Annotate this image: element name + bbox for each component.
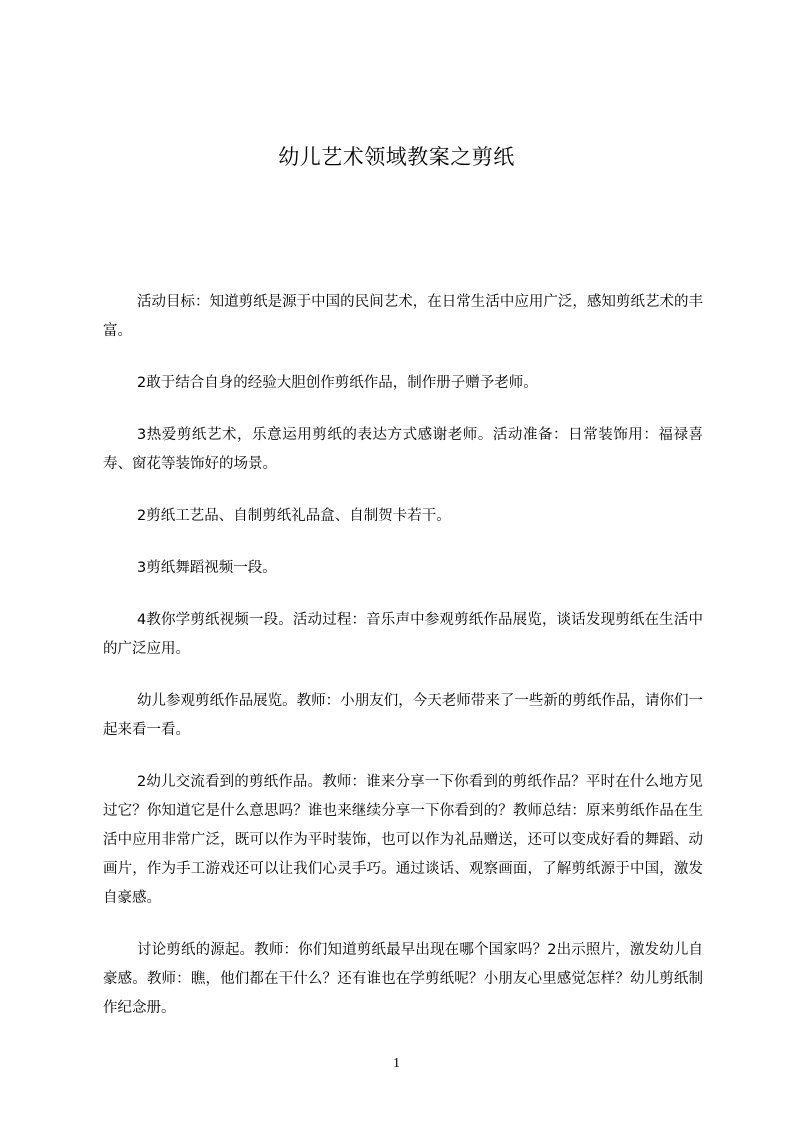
paragraph-prep-3: 3剪纸舞蹈视频一段。: [137, 560, 277, 576]
document-body: [103, 288, 703, 1046]
paragraph-prep-4: 4教你学剪纸视频一段。活动过程：音乐声中参观剪纸作品展览，谈话发现剪纸在生活中的广泛应用。: [103, 612, 703, 657]
page-number: 1: [393, 1056, 400, 1071]
paragraph-visit-exhibition: 幼儿参观剪纸作品展览。教师：小朋友们，今天老师带来了一些新的剪纸作品，请你们一起来看一看。: [103, 693, 703, 738]
document-title: 幼儿艺术领域教案之剪纸: [278, 145, 515, 169]
paragraph-discuss-origin: 讨论剪纸的源起。教师：你们知道剪纸最早出现在哪个国家吗？2出示照片，激发幼儿自豪感。教师：瞧，他们都在干什么？还有谁也在学剪纸呢？小朋友心里感觉怎样？幼儿剪纸制作纪念册。: [103, 942, 703, 1016]
paragraph-goal-2: 2敢于结合自身的经验大胆创作剪纸作品，制作册子赠予老师。: [137, 375, 538, 391]
paragraph-activity-goal: 活动目标：知道剪纸是源于中国的民间艺术，在日常生活中应用广泛，感知剪纸艺术的丰富。: [103, 294, 703, 339]
paragraph-prep-2: 2剪纸工艺品、自制剪纸礼品盒、自制贺卡若干。: [137, 508, 451, 524]
paragraph-exchange-works: 2幼儿交流看到的剪纸作品。教师：谁来分享一下你看到的剪纸作品？平时在什么地方见过它？你知道它是什么意思吗？谁也来继续分享一下你看到的？教师总结：原来剪纸作品在生活中应用非常广泛，既可以作为平时装饰，也可以作为礼品赠送，还可以变成好看的舞蹈、动画片，作为手工游戏还可以让我们心灵手巧。通过谈话、观察画面，了解剪纸源于中国，激发自豪感。: [103, 774, 703, 906]
paragraph-goal-3: 3热爱剪纸艺术，乐意运用剪纸的表达方式感谢老师。活动准备：日常装饰用：福禄喜寿、窗花等装饰好的场景。: [103, 427, 703, 472]
